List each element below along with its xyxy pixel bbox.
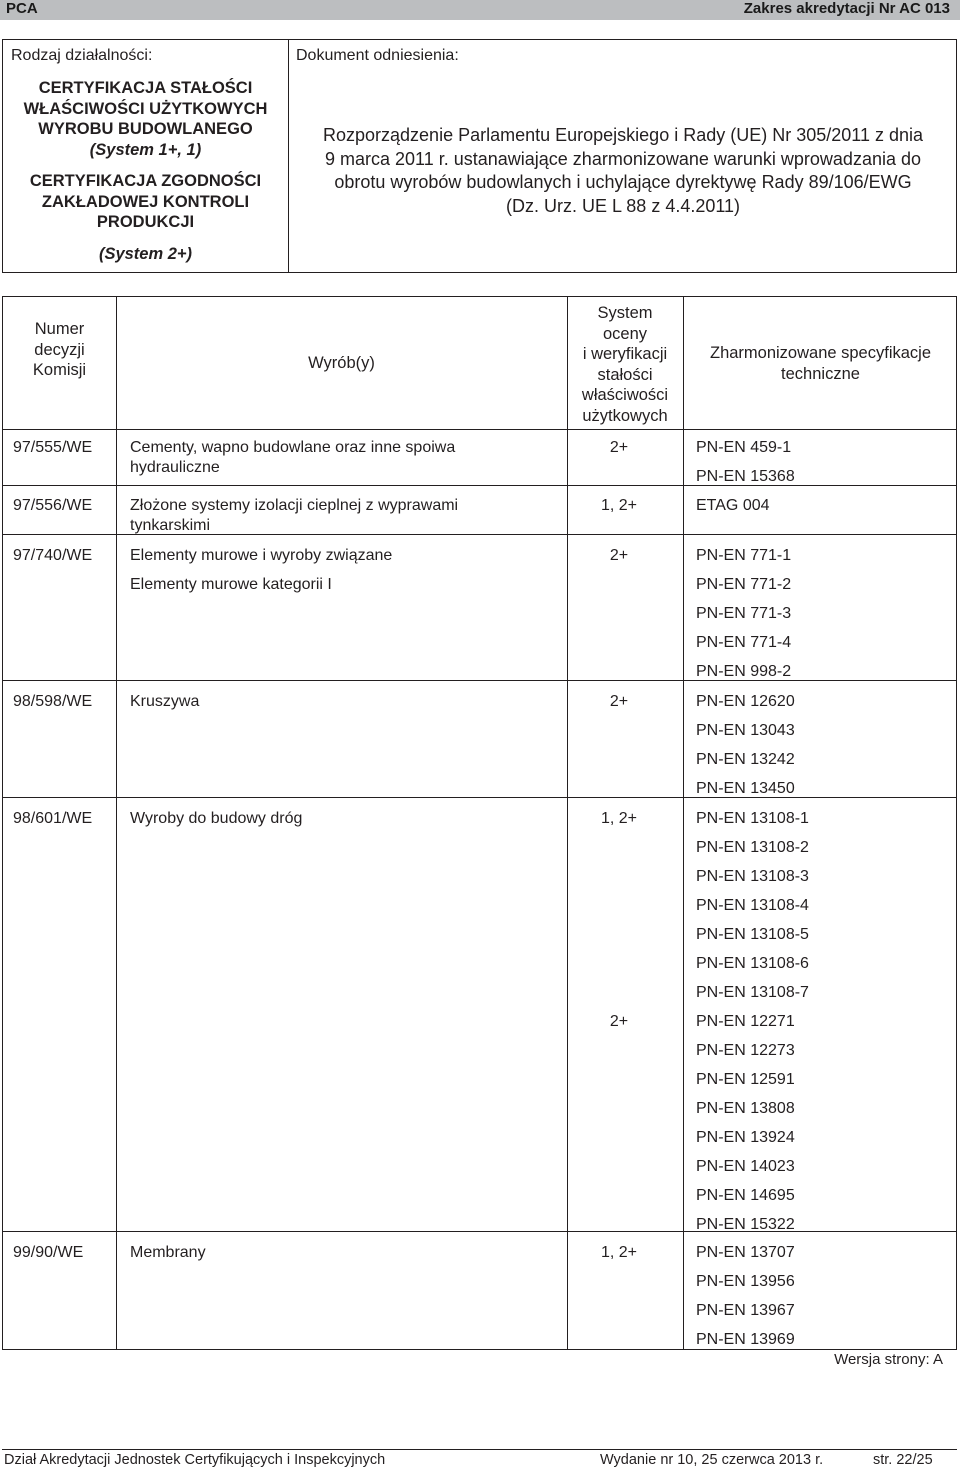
spec-standard: PN-EN 771-3 bbox=[696, 605, 792, 622]
activity-description bbox=[3, 78, 288, 264]
spec-standard: PN-EN 13043 bbox=[696, 722, 795, 739]
activity-line: CERTYFIKACJA STAŁOŚCI bbox=[38, 79, 253, 97]
header-line: użytkowych bbox=[582, 406, 668, 425]
spec-standard: PN-EN 13108-1 bbox=[696, 810, 809, 827]
footer-page-number: str. 22/25 bbox=[873, 1452, 933, 1468]
spec-standard: PN-EN 13924 bbox=[696, 1129, 795, 1146]
spec-standard: PN-EN 998-2 bbox=[696, 663, 792, 680]
header-line: oceny bbox=[602, 324, 648, 343]
spec-standard: PN-EN 13450 bbox=[696, 780, 795, 797]
product-name: hydrauliczne bbox=[130, 459, 220, 476]
header-line: właściwości bbox=[581, 386, 669, 404]
header-product bbox=[116, 353, 567, 374]
header-line: Numer bbox=[34, 320, 85, 338]
activity-line: WYROBU BUDOWLANEGO bbox=[38, 120, 253, 138]
org-abbreviation: PCA bbox=[6, 0, 38, 17]
reference-line: 9 marca 2011 r. ustanawiające zharmonizowane warunki wprowadzania do bbox=[325, 148, 921, 169]
reference-document bbox=[293, 124, 953, 218]
reference-line: Rozporządzenie Parlamentu Europejskiego i Rady (UE) Nr 305/2011 z dnia bbox=[323, 125, 923, 145]
activity-line: (System 2+) bbox=[98, 244, 193, 263]
product-name: Elementy murowe kategorii I bbox=[130, 576, 332, 593]
assessment-system: 2+ bbox=[609, 439, 629, 456]
spec-standard: PN-EN 13707 bbox=[696, 1244, 795, 1261]
column-divider bbox=[567, 430, 568, 1349]
spec-standard: PN-EN 13967 bbox=[696, 1302, 795, 1319]
decision-number: 98/598/WE bbox=[13, 693, 93, 710]
spec-standard: PN-EN 13108-4 bbox=[696, 897, 809, 914]
header-line: Zharmonizowane specyfikacje bbox=[709, 344, 932, 362]
table-header bbox=[2, 296, 957, 430]
footer-rule bbox=[2, 1449, 957, 1450]
column-divider bbox=[683, 430, 684, 1349]
footer-department: Dział Akredytacji Jednostek Certyfikujących i Inspekcyjnych bbox=[4, 1452, 386, 1468]
header-line: stałości bbox=[597, 365, 653, 384]
reference-line: (Dz. Urz. UE L 88 z 4.4.2011) bbox=[505, 195, 741, 216]
header-line: techniczne bbox=[781, 364, 860, 383]
assessment-system: 2+ bbox=[609, 547, 629, 564]
product-name: Cementy, wapno budowlane oraz inne spoiwa bbox=[130, 439, 456, 456]
assessment-system: 1, 2+ bbox=[600, 497, 638, 514]
product-name: Złożone systemy izolacji cieplnej z wyprawami bbox=[130, 497, 459, 514]
header-line: decyzji bbox=[34, 340, 85, 359]
spec-standard: PN-EN 459-1 bbox=[696, 439, 792, 456]
spec-standard: PN-EN 13108-7 bbox=[696, 984, 809, 1001]
product-name: Kruszywa bbox=[130, 693, 200, 710]
spec-standard: PN-EN 13969 bbox=[696, 1331, 795, 1348]
spec-standard: PN-EN 12620 bbox=[696, 693, 795, 710]
header-assessment-system bbox=[567, 303, 683, 426]
row-divider bbox=[3, 680, 956, 681]
spec-standard: PN-EN 12271 bbox=[696, 1013, 795, 1030]
assessment-system: 2+ bbox=[609, 1013, 629, 1030]
spec-standard: PN-EN 13956 bbox=[696, 1273, 795, 1290]
decision-number: 97/556/WE bbox=[13, 497, 93, 514]
column-divider bbox=[116, 430, 117, 1349]
reference-line: obrotu wyrobów budowlanych i uchylające dyrektywę Rady 89/106/EWG bbox=[334, 172, 912, 192]
header-line: Wyrób(y) bbox=[308, 354, 375, 372]
spec-standard: PN-EN 13808 bbox=[696, 1100, 795, 1117]
product-name: Elementy murowe i wyroby związane bbox=[130, 547, 393, 564]
activity-label: Rodzaj działalności: bbox=[11, 47, 153, 64]
info-box-divider bbox=[288, 40, 289, 272]
spec-standard: PN-EN 13108-2 bbox=[696, 839, 809, 856]
header-decision-number bbox=[3, 319, 116, 381]
spec-standard: PN-EN 13108-3 bbox=[696, 868, 809, 885]
decision-number: 97/740/WE bbox=[13, 547, 93, 564]
spec-standard: PN-EN 13108-5 bbox=[696, 926, 809, 943]
spec-standard: PN-EN 14023 bbox=[696, 1158, 795, 1175]
spec-standard: PN-EN 13242 bbox=[696, 751, 795, 768]
spec-standard: PN-EN 771-2 bbox=[696, 576, 792, 593]
row-divider bbox=[3, 797, 956, 798]
spec-standard: ETAG 004 bbox=[696, 497, 770, 514]
product-name: Membrany bbox=[130, 1244, 206, 1261]
activity-line: (System 1+, 1) bbox=[89, 140, 202, 159]
accreditation-scope-title: Zakres akredytacji Nr AC 013 bbox=[743, 0, 950, 17]
header-harmonized-specs bbox=[683, 343, 958, 384]
activity-line: ZAKŁADOWEJ KONTROLI bbox=[41, 192, 250, 211]
footer-edition: Wydanie nr 10, 25 czerwca 2013 r. bbox=[600, 1452, 824, 1468]
decision-number: 98/601/WE bbox=[13, 810, 93, 827]
product-name: tynkarskimi bbox=[130, 517, 211, 534]
spec-standard: PN-EN 13108-6 bbox=[696, 955, 809, 972]
spec-standard: PN-EN 771-4 bbox=[696, 634, 792, 651]
spec-standard: PN-EN 15368 bbox=[696, 468, 795, 485]
table-body bbox=[2, 430, 957, 1350]
spec-standard: PN-EN 14695 bbox=[696, 1187, 795, 1204]
activity-line: PRODUKCJI bbox=[96, 213, 195, 231]
assessment-system: 2+ bbox=[609, 693, 629, 710]
spec-standard: PN-EN 771-1 bbox=[696, 547, 792, 564]
reference-label: Dokument odniesienia: bbox=[296, 47, 459, 64]
row-divider bbox=[3, 1231, 956, 1232]
activity-line: WŁAŚCIWOŚCI UŻYTKOWYCH bbox=[23, 99, 268, 118]
row-divider bbox=[3, 485, 956, 486]
document-info-box bbox=[2, 39, 957, 273]
header-line: System bbox=[597, 304, 653, 322]
spec-standard: PN-EN 15322 bbox=[696, 1216, 795, 1233]
assessment-system: 1, 2+ bbox=[600, 1244, 638, 1261]
product-name: Wyroby do budowy dróg bbox=[130, 810, 303, 827]
activity-line: CERTYFIKACJA ZGODNOŚCI bbox=[29, 172, 262, 190]
row-divider bbox=[3, 534, 956, 535]
decision-number: 97/555/WE bbox=[13, 439, 93, 456]
spec-standard: PN-EN 12591 bbox=[696, 1071, 795, 1088]
header-line: Komisji bbox=[32, 361, 87, 379]
assessment-system: 1, 2+ bbox=[600, 810, 638, 827]
header-line: i weryfikacji bbox=[582, 345, 668, 363]
decision-number: 99/90/WE bbox=[13, 1244, 84, 1261]
page-version: Wersja strony: A bbox=[834, 1351, 943, 1368]
page-header-bar bbox=[0, 0, 960, 20]
spec-standard: PN-EN 12273 bbox=[696, 1042, 795, 1059]
